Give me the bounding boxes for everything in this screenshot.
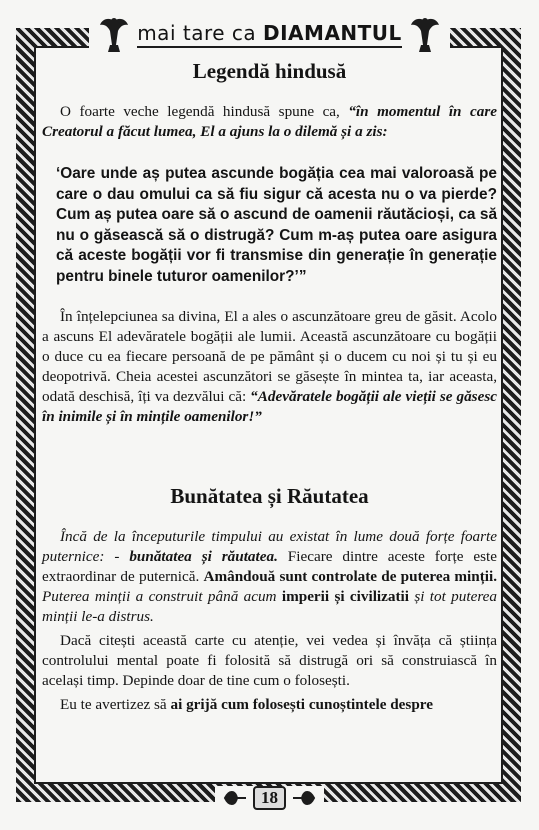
page-number: 18: [253, 786, 286, 810]
running-header: [0, 14, 539, 54]
angel-icon: [99, 15, 129, 53]
paragraph: În înțelepciunea sa divina, El a ales o ascunzătoare greu de găsit. Acolo a ascuns El adevăratele bogății ale lumii. Această ascunzătoare cu bogății o duce cu ea fiecare persoană de pe pământ și o ducem cu noi și tu și eu deopotrivă. Cheia acestei ascunzători se găsește în mintea ta, iar aceasta, odată deschisă, îți va dezvălui că: “Adevăratele bogății ale vieții se găsesc în inimile și în mințile oamenilor!”: [42, 308, 497, 425]
paragraph: O foarte veche legendă hindusă spune ca, “în momentul în care Creatorul a făcut lumea, El a ajuns la o dilemă și a zis:: [42, 103, 497, 140]
page-footer: [0, 784, 539, 812]
section-title: Legendă hindusă: [192, 59, 347, 83]
paragraph: Dacă citești această carte cu atenție, vei vedea și învăța că știința controlului mental poate fi folosită să distrugă ori să construiască în același timp. Depinde doar de tine cum o folosești.: [42, 632, 497, 689]
angel-icon: [410, 15, 440, 53]
paragraph: Eu te avertizez să ai grijă cum folosești cunoștintele despre: [60, 696, 433, 713]
section-title: Bunătatea și Răutatea: [170, 484, 369, 508]
paragraph: Încă de la începuturile timpului au existat în lume două forțe foarte puternice: - bunătatea și răutatea. Fiecare dintre aceste forțe este extraordinar de puternică. Amândouă sunt controlate de puterea minții. Puterea minții a construit până acum imperii și civilizatii și tot puterea minții le-a distrus.: [42, 528, 497, 625]
quote-block: ‘Oare unde aș putea ascunde bogăția cea mai valoroasă pe care o dau omului ca să fiu sigur că acesta nu o va pierde? Cum aș putea oare să o ascund de oamenii răutăcioși, ca să nu o găsească să o distrugă? Cum m-aș putea oare asigura că aceste bogății vor fi transmise din generație în generație pentru binele tuturor oamenilor?’”: [56, 165, 497, 285]
ornament-icon: [223, 788, 247, 808]
book-title: mai tare ca DIAMANTUL: [137, 21, 402, 48]
page-content: [42, 52, 497, 715]
ornament-icon: [292, 788, 316, 808]
